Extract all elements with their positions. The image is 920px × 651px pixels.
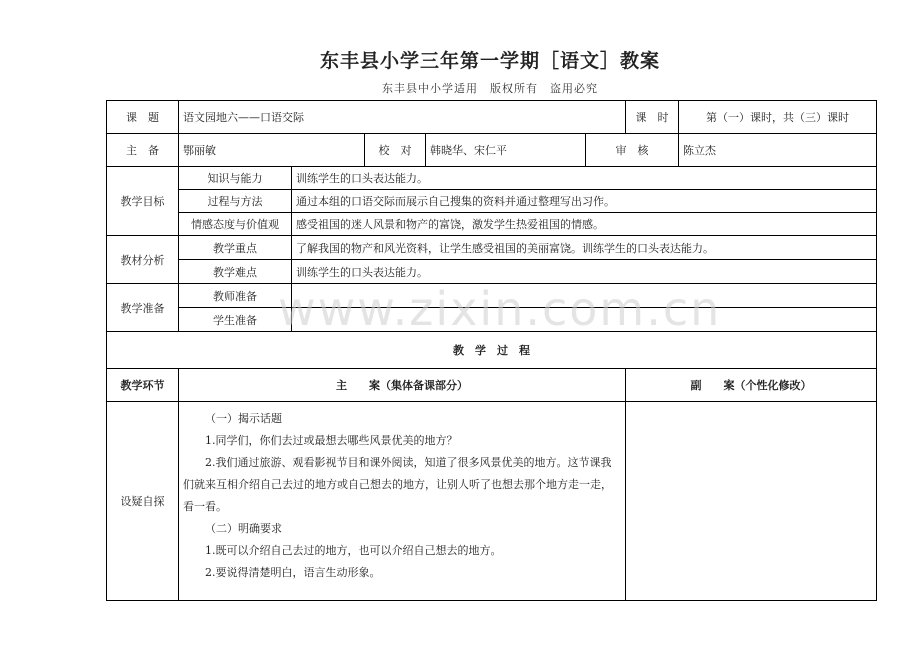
proof-label: 校 对 — [365, 134, 426, 167]
side-plan-column-header: 副 案（个性化修改） — [626, 369, 877, 402]
preparation-row-value — [292, 308, 877, 332]
goal-row-value: 通过本组的口语交际而展示自己搜集的资料并通过整理写出习作。 — [292, 190, 877, 213]
goal-row-label: 知识与能力 — [179, 167, 292, 190]
goal-row — [107, 213, 877, 236]
period-value: 第（一）课时，共（三）课时 — [679, 101, 877, 134]
main-plan-paragraph: （一）揭示话题 — [205, 412, 282, 425]
analysis-row — [107, 260, 877, 284]
main-plan-paragraph: 1.同学们，你们去过或最想去哪些风景优美的地方？ — [205, 434, 458, 447]
goal-row-value: 感受祖国的迷人风景和物产的富饶，激发学生热爱祖国的情感。 — [292, 213, 877, 236]
review-label: 审 核 — [586, 134, 679, 167]
analysis-row-value: 了解我国的物产和风光资料，让学生感受祖国的美丽富饶。训练学生的口头表达能力。 — [292, 236, 877, 260]
topic-row — [107, 101, 877, 134]
process-body-row — [107, 402, 877, 601]
stage-label: 设疑自探 — [107, 402, 179, 601]
main-plan-paragraph: 1.既可以介绍自己去过的地方，也可以介绍自己想去的地方。 — [205, 544, 502, 557]
preparation-label: 教学准备 — [107, 284, 179, 332]
goal-row-value: 训练学生的口头表达能力。 — [292, 167, 877, 190]
topic-label: 课 题 — [107, 101, 179, 134]
topic-value: 语文园地六——口语交际 — [179, 101, 626, 134]
analysis-row — [107, 236, 877, 260]
main-plan-content — [179, 402, 626, 601]
watermark: www.zixin.com.cn — [278, 282, 722, 336]
document-subtitle: 东丰县中小学适用 版权所有 盗用必究 — [382, 82, 598, 95]
process-heading-row — [107, 332, 877, 369]
preparation-row-label: 教师准备 — [179, 284, 292, 308]
goal-row-label: 过程与方法 — [179, 190, 292, 213]
process-header-row — [107, 369, 877, 402]
main-plan-paragraph: 2.要说得清楚明白，语言生动形象。 — [205, 566, 381, 579]
preparation-row-value — [292, 284, 877, 308]
lesson-plan-table — [106, 100, 877, 601]
analysis-label: 教材分析 — [107, 236, 179, 284]
author-row — [107, 134, 877, 167]
goal-row — [107, 190, 877, 213]
preparation-row — [107, 308, 877, 332]
document-title: 东丰县小学三年第一学期［语文］教案 — [319, 50, 660, 72]
side-plan-content — [626, 402, 877, 601]
process-heading: 教 学 过 程 — [107, 332, 877, 369]
period-label: 课 时 — [626, 101, 679, 134]
goal-row — [107, 167, 877, 190]
preparation-row — [107, 284, 877, 308]
main-plan-paragraph: 2.我们通过旅游、观看影视节目和课外阅读，知道了很多风景优美的地方。这节课我们就来互相介绍自己去过的地方或自己想去的地方，让别人听了也想去那个地方走一走，看一看。 — [183, 456, 612, 513]
analysis-row-label: 教学难点 — [179, 260, 292, 284]
preparation-row-label: 学生准备 — [179, 308, 292, 332]
main-plan-paragraph: （二）明确要求 — [205, 522, 282, 535]
stage-column-header: 教学环节 — [107, 369, 179, 402]
main-plan-column-header: 主 案（集体备课部分） — [179, 369, 626, 402]
author-label: 主 备 — [107, 134, 179, 167]
analysis-row-label: 教学重点 — [179, 236, 292, 260]
proof-value: 韩晓华、宋仁平 — [426, 134, 586, 167]
review-value: 陈立杰 — [679, 134, 877, 167]
goals-label: 教学目标 — [107, 167, 179, 236]
author-value: 鄂丽敏 — [179, 134, 365, 167]
analysis-row-value: 训练学生的口头表达能力。 — [292, 260, 877, 284]
goal-row-label: 情感态度与价值观 — [179, 213, 292, 236]
